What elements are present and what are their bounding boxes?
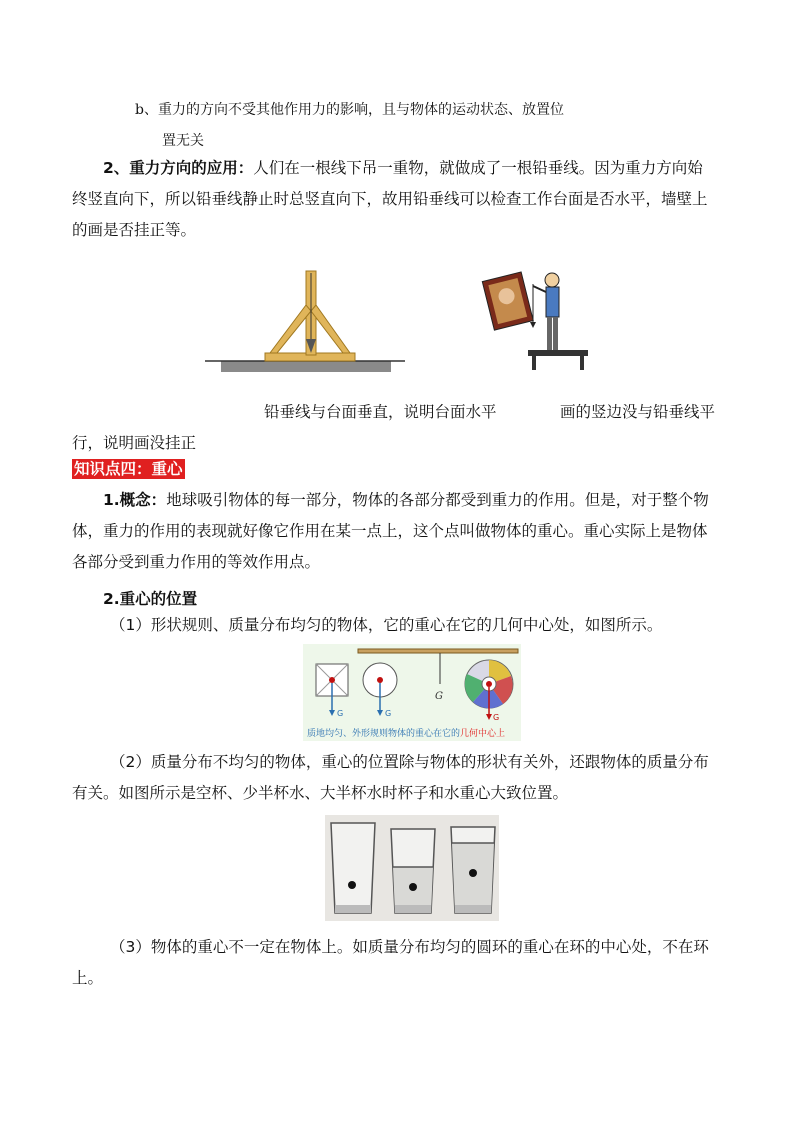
caption-picture-line-1: 画的竖边没与铅垂线平 <box>560 403 716 421</box>
g-label-rod: G <box>435 691 443 702</box>
section-heading <box>72 458 185 480</box>
application-paragraph-line-2: 终竖直向下，所以铅垂线静止时总竖直向下，故用铅垂线可以检查工作台面是否水平，墙壁上 <box>72 190 708 208</box>
section-heading-label: 知识点四：重心 <box>74 460 183 478</box>
table-surface <box>221 361 391 372</box>
application-paragraph-line-3: 的画是否挂正等。 <box>72 221 197 239</box>
concept-line-1 <box>103 489 709 511</box>
geometric-center-caption <box>307 726 505 739</box>
g-label-square: G <box>337 709 344 718</box>
geometric-center-figure <box>303 644 521 741</box>
position-2-line-2: 有关。如图所示是空杯、少半杯水、大半杯水时杯子和水重心大致位置。 <box>72 784 569 802</box>
g-label-disc: G <box>385 709 392 718</box>
boy-figure <box>546 287 559 317</box>
application-heading: 2、重力方向的应用： <box>103 159 254 177</box>
position-2-line-1: （2）质量分布不均匀的物体，重心的位置除与物体的形状有关外，还跟物体的质量分布 <box>110 753 709 771</box>
cups-figure <box>325 815 499 921</box>
caption-main: 质地均匀、外形规则物体的重心在它的 <box>307 729 461 739</box>
note-b-line-2: 置无关 <box>162 133 204 149</box>
plumb-line-table-figure <box>205 265 405 380</box>
caption-level-table: 铅垂线与台面垂直，说明台面水平 <box>264 403 497 421</box>
position-1-line: （1）形状规则、质量分布均匀的物体，它的重心在它的几何中心处，如图所示。 <box>110 616 663 634</box>
concept-heading: 1.概念： <box>103 491 167 509</box>
position-3-line-1: （3）物体的重心不一定在物体上。如质量分布均匀的圆环的重心在环的中心处，不在环 <box>110 938 709 956</box>
caption-red: 几何中心上 <box>460 729 506 739</box>
concept-text: 地球吸引物体的每一部分，物体的各部分都受到重力的作用。但是，对于整个物 <box>166 491 709 509</box>
concept-line-2: 体，重力的作用的表现就好像它作用在某一点上，这个点叫做物体的重心。重心实际上是物体 <box>72 522 708 540</box>
caption-picture-line-2: 行，说明画没挂正 <box>72 434 197 452</box>
position-heading: 2.重心的位置 <box>103 590 198 608</box>
g-label-cd: G <box>493 713 500 722</box>
application-text: 人们在一根线下吊一重物，就做成了一根铅垂线。因为重力方向始 <box>253 159 703 177</box>
position-3-line-2: 上。 <box>72 969 104 987</box>
application-paragraph-line-1 <box>103 157 703 179</box>
note-b-line-1: b、重力的方向不受其他作用力的影响，且与物体的运动状态、放置位 <box>135 102 564 118</box>
concept-line-3: 各部分受到重力作用的等效作用点。 <box>72 553 321 571</box>
rod-shape <box>358 649 518 653</box>
picture-check-figure <box>480 262 600 377</box>
stool <box>528 350 588 356</box>
empty-cup <box>331 823 375 913</box>
